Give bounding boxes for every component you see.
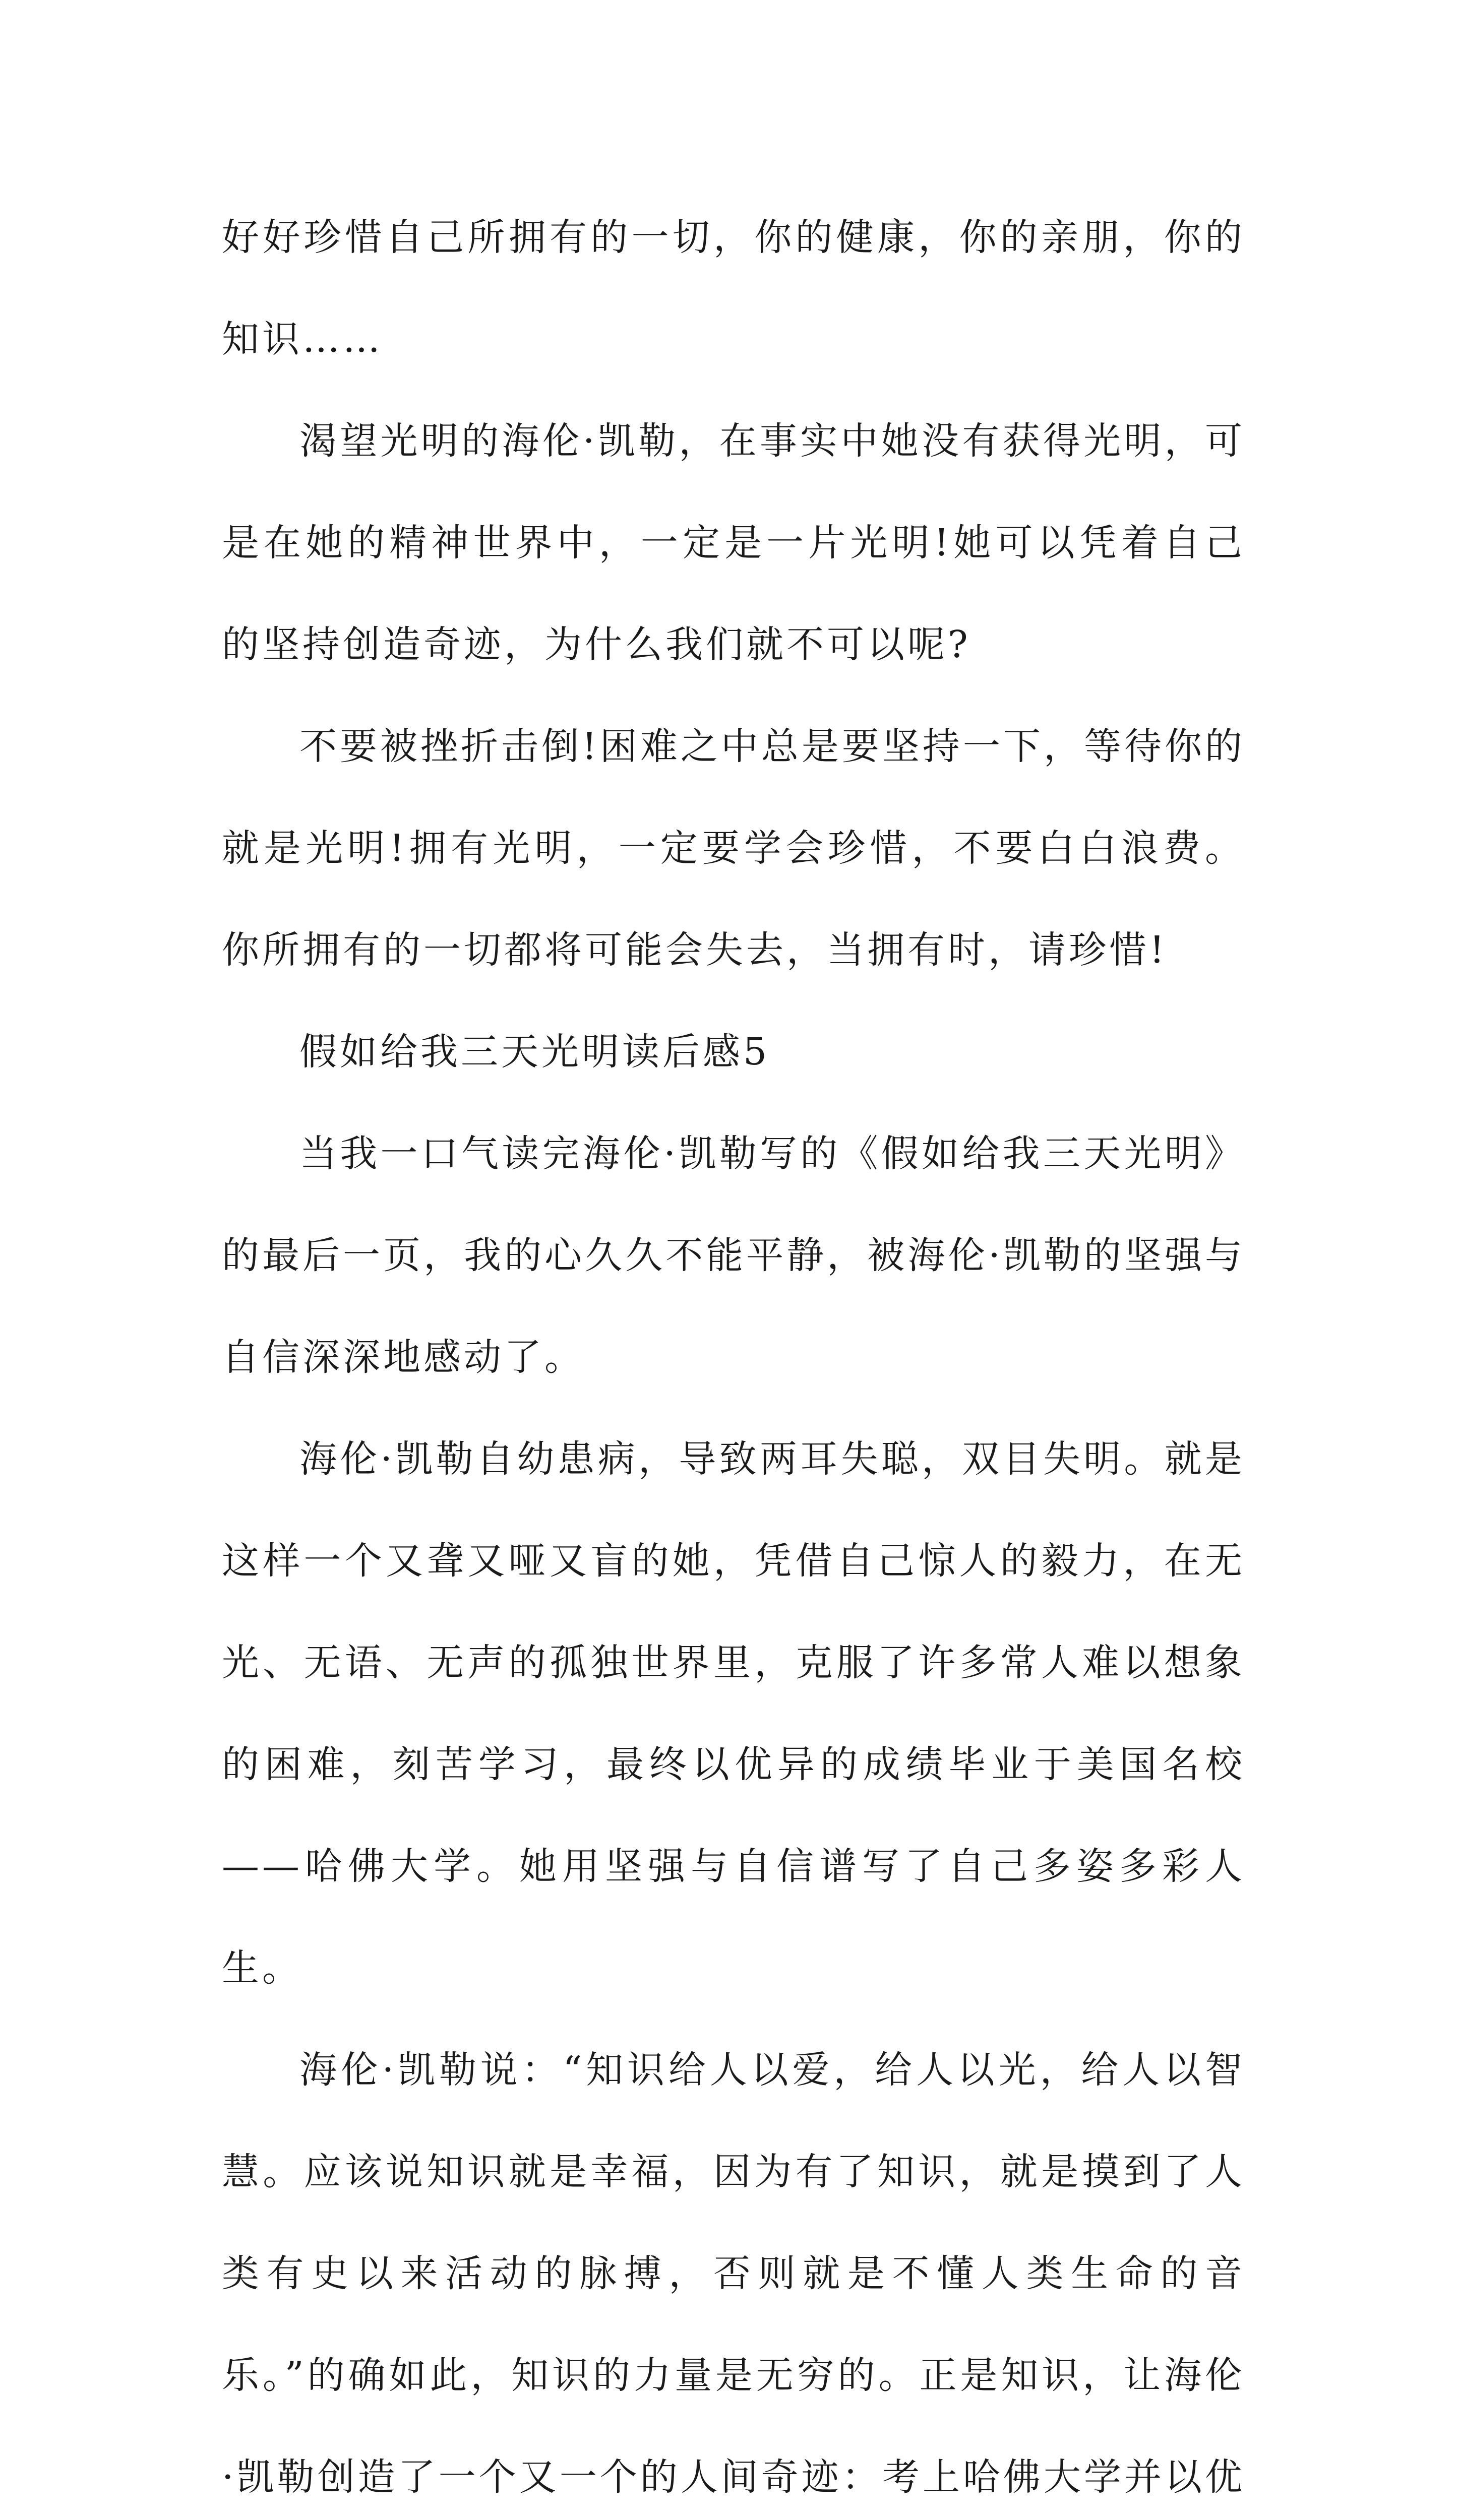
paragraph-1: 好好珍惜自己所拥有的一切，你的健康，你的亲朋，你的知识…… [222, 216, 1245, 361]
section-paragraph-3: 海伦·凯勒说：“知识给人以爱，给人以光，给人以智慧。应该说知识就是幸福，因为有了知识，就是摸到了人类有史以来活动的脉搏，否则就是不懂人类生命的音乐。”的确如此，知识的力量是无穷的。正是知识，让海伦·凯勒创造了一个又一个的人间奇迹：考上哈佛大学并以优 [222, 2048, 1245, 2499]
document-body [222, 186, 1245, 2520]
section-paragraph-2: 海伦·凯勒自幼患病，导致两耳失聪，双目失明。就是这样一个又聋又哑又盲的她，凭借自己惊人的毅力，在无光、无语、无声的孤独世界里，克服了许多常人难以想象的困难，刻苦学习，最终以优异的成绩毕业于美国名校——哈佛大学。她用坚强与自信谱写了自己多姿多彩人生。 [222, 1437, 1245, 1990]
section-paragraph-1: 当我一口气读完海伦·凯勒写的《假如给我三天光明》的最后一页，我的心久久不能平静，被海伦·凯勒的坚强与自信深深地感动了。 [222, 1132, 1245, 1379]
section-title: 假如给我三天光明读后感5 [299, 1030, 770, 1074]
paragraph-2: 渴望光明的海伦·凯勒，在事实中她没有获得光明，可是在她的精神世界中，一定是一片光明!她可以凭着自己的坚持创造奇迹，为什么我们就不可以呢? [222, 419, 1245, 666]
paragraph-3: 不要被挫折击倒!困难之中总是要坚持一下，等待你的就是光明!拥有光明，一定要学会珍惜，不要白白浪费。你所拥有的一切都将可能会失去，当拥有时，请珍惜! [222, 725, 1245, 972]
